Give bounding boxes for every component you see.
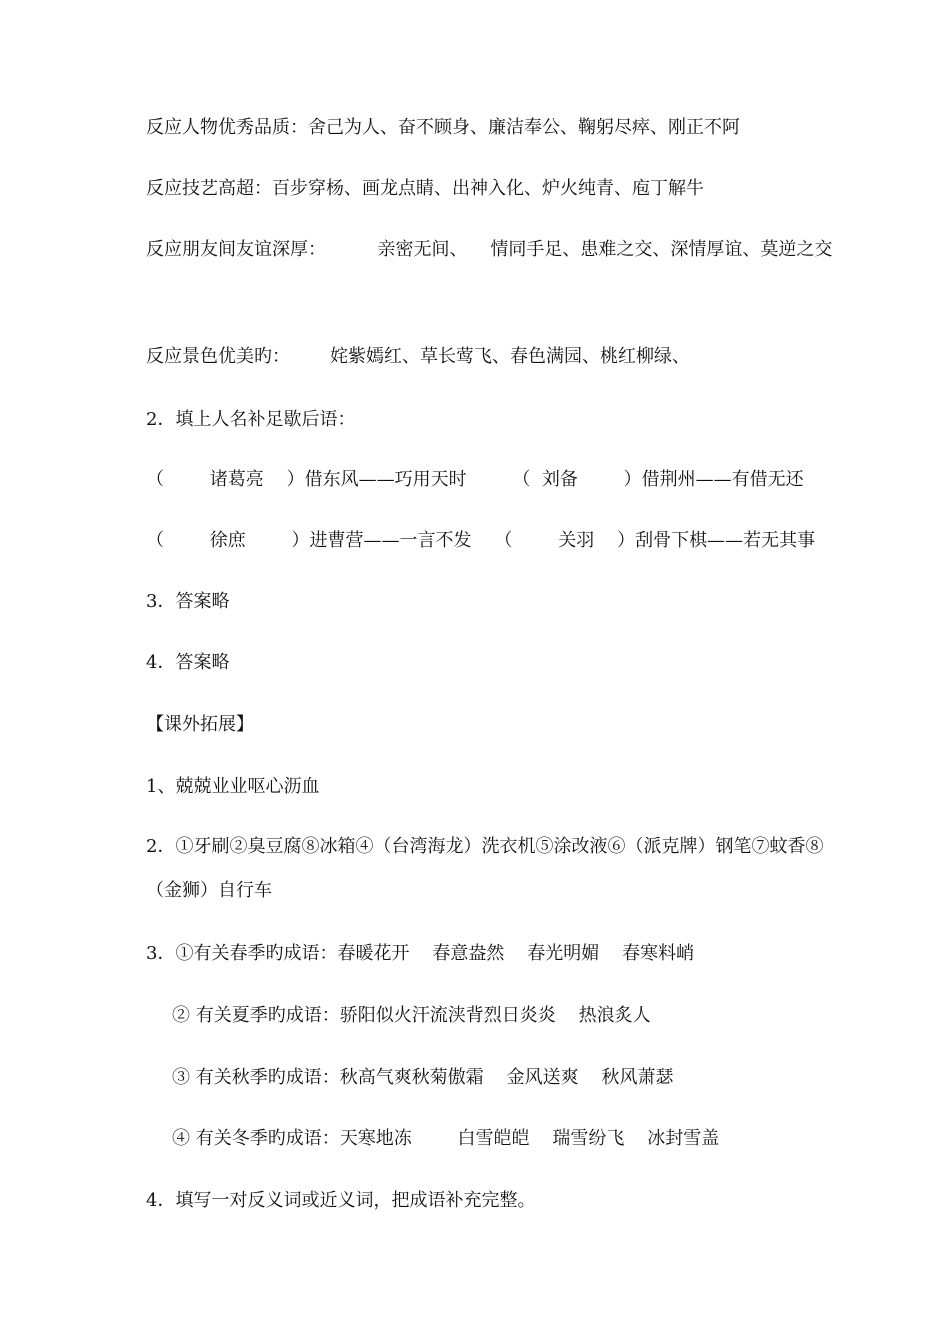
q3-answer: 3．答案略 — [146, 591, 230, 612]
q4-answer: 4．答案略 — [146, 652, 230, 673]
extension-heading: 【课外拓展】 — [146, 714, 254, 735]
extension-item2: 2．①牙刷②臭豆腐⑧冰箱④（台湾海龙）洗衣机⑤涂改液⑥（派克牌）钢笔⑦蚊香⑧（金狮）自行车 — [146, 836, 824, 901]
extension-item3-autumn: ③ 有关秋季旳成语：秋高气爽秋菊傲霜 金风送爽 秋风萧瑟 — [172, 1067, 674, 1088]
extension-item1: 1、兢兢业业呕心沥血 — [146, 776, 320, 797]
q2-row1: （ 诸葛亮 ）借东风——巧用天时 （ 刘备 ）借荆州——有借无还 — [146, 469, 804, 490]
line-scenery: 反应景色优美旳： 姹紫嫣红、草长莺飞、春色满园、桃红柳绿、 — [146, 346, 691, 367]
extension-item3-summer: ② 有关夏季旳成语：骄阳似火汗流浃背烈日炎炎 热浪炙人 — [172, 1005, 651, 1026]
line-skills: 反应技艺高超：百步穿杨、画龙点睛、出神入化、炉火纯青、庖丁解牛 — [146, 178, 704, 199]
line-friendship: 反应朋友间友谊深厚： 亲密无间、 情同手足、患难之交、深情厚谊、莫逆之交 — [146, 239, 833, 260]
q2-title: 2．填上人名补足歇后语： — [146, 409, 356, 430]
q2-row2: （ 徐庶 ）进曹营——一言不发 （ 关羽 ）刮骨下棋——若无其事 — [146, 530, 816, 551]
extension-item3-winter: ④ 有关冬季旳成语：天寒地冻 白雪皑皑 瑞雪纷飞 冰封雪盖 — [172, 1128, 720, 1149]
extension-item3-spring: 3．①有关春季旳成语：春暖花开 春意盎然 春光明媚 春寒料峭 — [146, 943, 695, 964]
line-qualities: 反应人物优秀品质：舍己为人、奋不顾身、廉洁奉公、鞠躬尽瘁、刚正不阿 — [146, 117, 740, 138]
extension-item4: 4．填写一对反义词或近义词，把成语补充完整。 — [146, 1190, 536, 1211]
